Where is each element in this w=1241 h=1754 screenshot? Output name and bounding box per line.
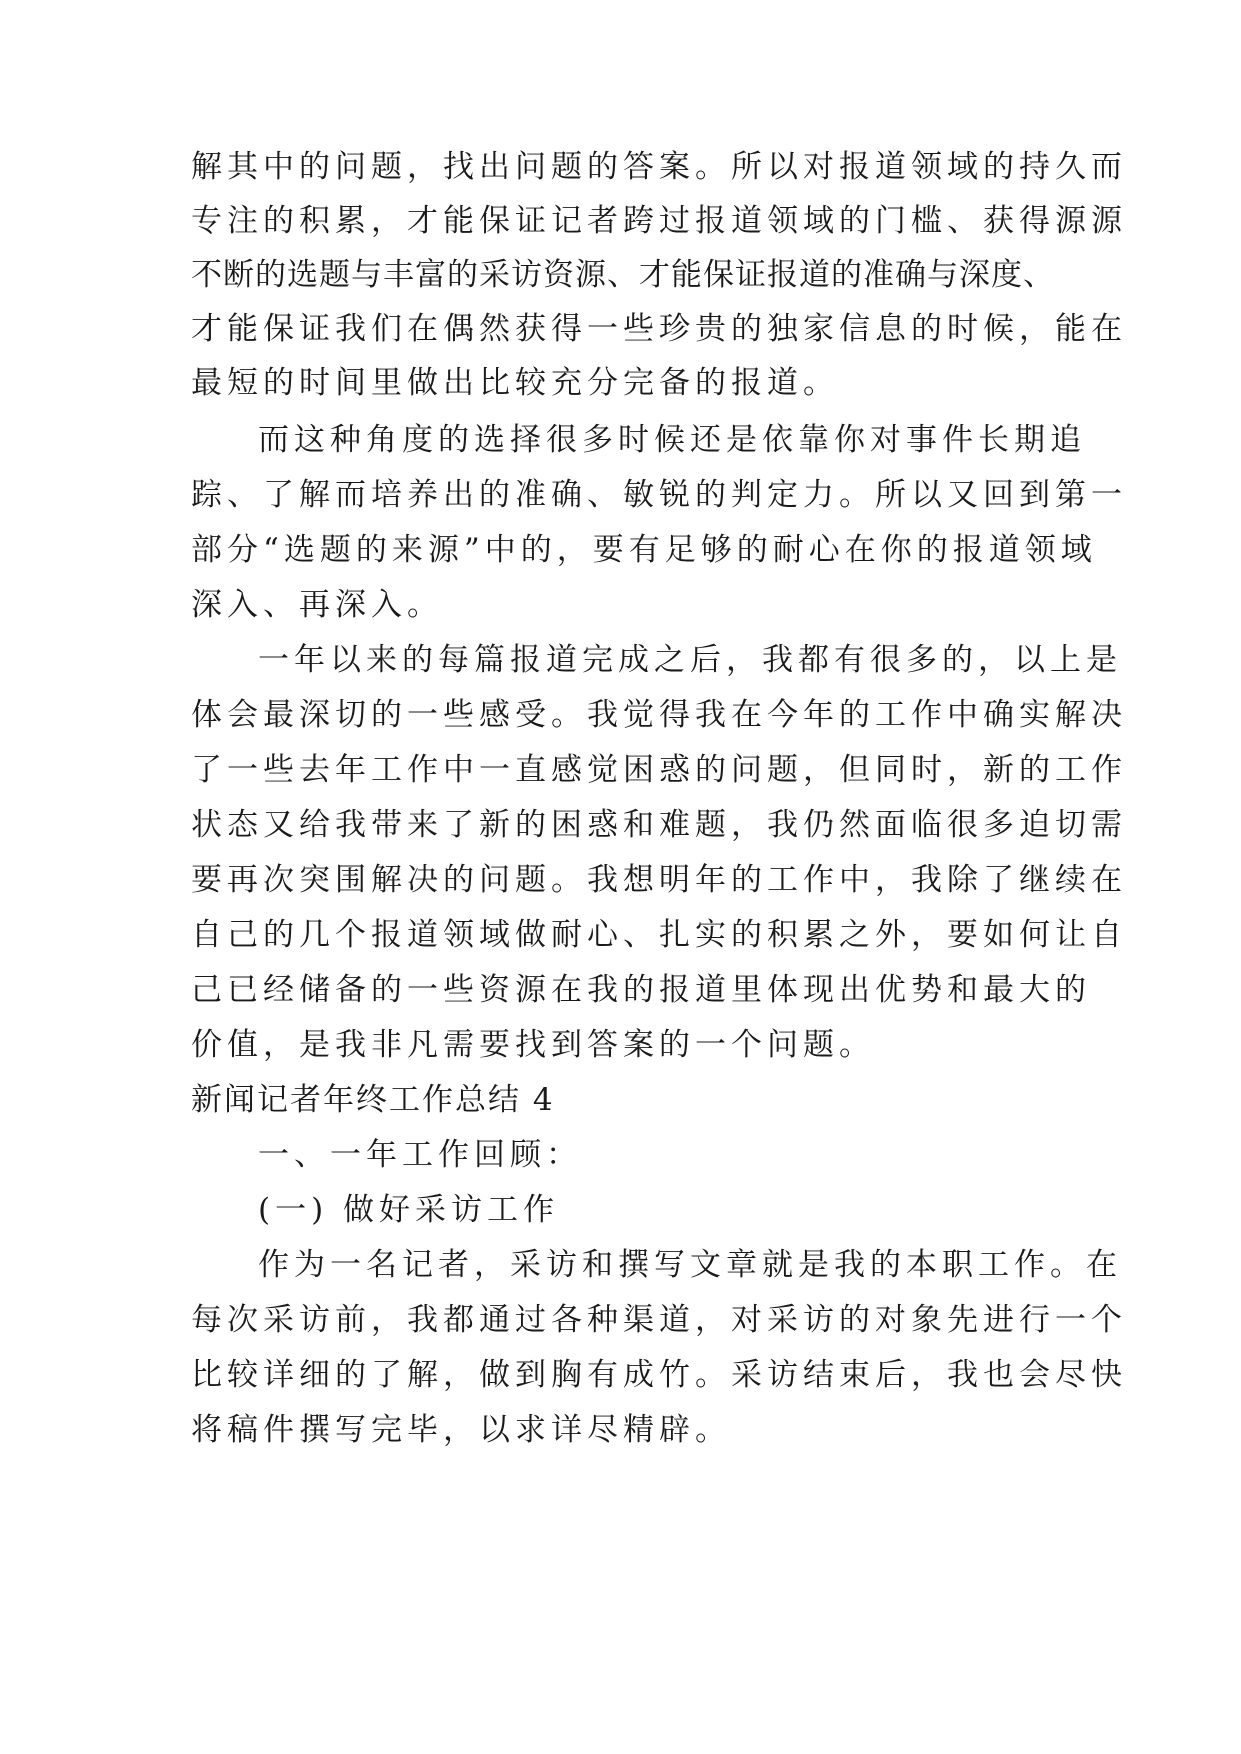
body-text-line: 才能保证我们在偶然获得一些珍贵的独家信息的时候，能在 xyxy=(191,311,1127,347)
body-text-line: 最短的时间里做出比较充分完备的报道。 xyxy=(191,365,839,401)
body-text-line: 每次采访前，我都通过各种渠道，对采访的对象先进行一个 xyxy=(191,1302,1127,1338)
body-text-line: 要再次突围解决的问题。我想明年的工作中，我除了继续在 xyxy=(191,862,1127,898)
body-text-line: 状态又给我带来了新的困惑和难题，我仍然面临很多迫切需 xyxy=(191,807,1127,843)
body-text-line: 体会最深切的一些感受。我觉得我在今年的工作中确实解决 xyxy=(191,697,1127,733)
body-text-line: 深入、再深入。 xyxy=(191,587,443,623)
body-text-line: 价值，是我非凡需要找到答案的一个问题。 xyxy=(191,1027,875,1063)
body-text-line: 己已经储备的一些资源在我的报道里体现出优势和最大的 xyxy=(191,972,1091,1008)
paragraph-start-line: 而这种角度的选择很多时候还是依靠你对事件长期追 xyxy=(258,422,1086,458)
body-text-line: 解其中的问题，找出问题的答案。所以对报道领域的持久而 xyxy=(191,149,1127,185)
body-text-line: 自己的几个报道领域做耐心、扎实的积累之外，要如何让自 xyxy=(191,917,1127,953)
subsection-heading: (一) 做好采访工作 xyxy=(258,1192,560,1228)
body-text-line: 不断的选题与丰富的采访资源、才能保证报道的准确与深度、 xyxy=(191,257,1055,293)
body-text-line: 比较详细的了解，做到胸有成竹。采访结束后，我也会尽快 xyxy=(191,1357,1127,1393)
body-text-line: 了一些去年工作中一直感觉困惑的问题，但同时，新的工作 xyxy=(191,752,1127,788)
body-text-line: 将稿件撰写完毕，以求详尽精辟。 xyxy=(191,1412,731,1448)
subsection-heading: 一、一年工作回顾： xyxy=(258,1137,582,1173)
body-text-line: 专注的积累，才能保证记者跨过报道领域的门槛、获得源源 xyxy=(191,203,1127,239)
body-text-line: 部分“选题的来源”中的，要有足够的耐心在你的报道领域 xyxy=(191,532,1097,568)
body-text-line: 踪、了解而培养出的准确、敏锐的判定力。所以又回到第一 xyxy=(191,477,1127,513)
paragraph-start-line: 作为一名记者，采访和撰写文章就是我的本职工作。在 xyxy=(258,1247,1122,1283)
paragraph-start-line: 一年以来的每篇报道完成之后，我都有很多的，以上是 xyxy=(258,642,1122,678)
section-heading: 新闻记者年终工作总结 4 xyxy=(191,1082,555,1118)
